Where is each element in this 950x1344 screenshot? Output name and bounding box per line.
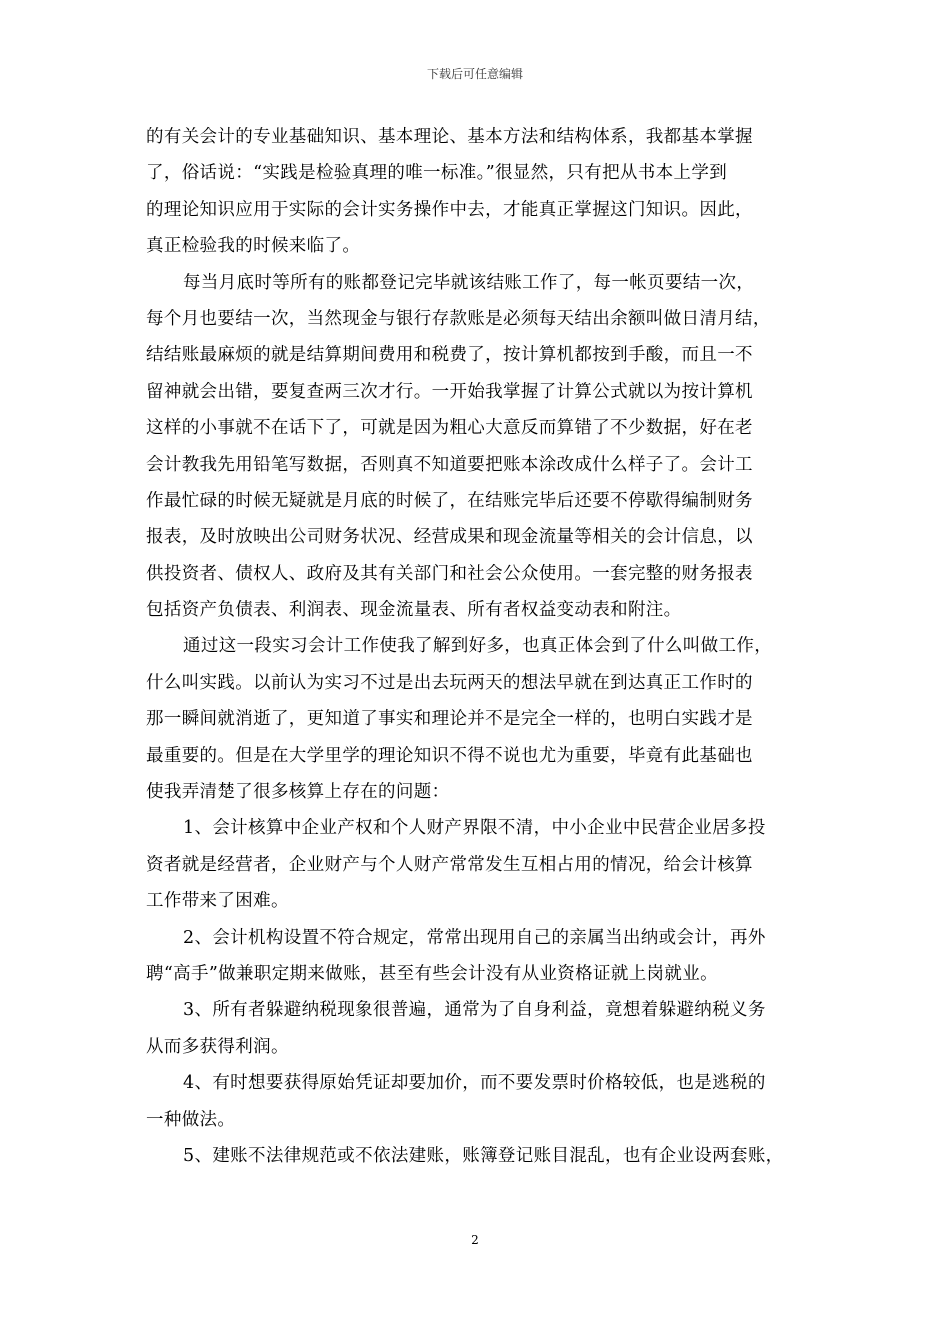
document-body <box>146 119 822 1174</box>
paragraph-line: 会计教我先用铅笔写数据，否则真不知道要把账本涂改成什么样子了。会计工 <box>146 454 753 475</box>
list-item-first-line: 2、会计机构设置不符合规定，常常出现用自己的亲属当出纳或会计，再外 <box>183 927 766 948</box>
list-item-first-line: 1、会计核算中企业产权和个人财产界限不清，中小企业中民营企业居多投 <box>183 818 766 839</box>
paragraph-line: 这样的小事就不在话下了，可就是因为粗心大意反而算错了不少数据，好在老 <box>146 418 753 439</box>
list-item-line: 工作带来了困难。 <box>146 891 289 912</box>
paragraph-line: 真正检验我的时候来临了。 <box>146 236 361 257</box>
paragraph-line: 每个月也要结一次，当然现金与银行存款账是必须每天结出余额叫做日清月结， <box>146 308 771 329</box>
paragraph-line: 结结账最麻烦的就是结算期间费用和税费了，按计算机都按到手酸，而且一不 <box>146 345 753 366</box>
paragraph-line: 了，俗话说：“实践是检验真理的唯一标准。”很显然，只有把从书本上学到 <box>146 163 728 184</box>
list-item-line: 聘“高手”做兼职定期来做账，甚至有些会计没有从业资格证就上岗就业。 <box>146 963 718 984</box>
list-item-first-line: 5、建账不法律规范或不依法建账，账簿登记账目混乱，也有企业设两套账， <box>183 1145 784 1166</box>
paragraph-first-line: 每当月底时等所有的账都登记完毕就该结账工作了，每一帐页要结一次， <box>183 272 755 293</box>
paragraph-line: 的理论知识应用于实际的会计实务操作中去，才能真正掌握这门知识。因此， <box>146 199 753 220</box>
list-item-line: 资者就是经营者，企业财产与个人财产常常发生互相占用的情况，给会计核算 <box>146 854 753 875</box>
list-item-first-line: 3、所有者躲避纳税现象很普遍，通常为了自身利益，竟想着躲避纳税义务 <box>183 1000 766 1021</box>
paragraph-line: 最重要的。但是在大学里学的理论知识不得不说也尤为重要，毕竟有此基础也 <box>146 745 753 766</box>
paragraph-line: 什么叫实践。以前认为实习不过是出去玩两天的想法早就在到达真正工作时的 <box>146 672 753 693</box>
paragraph-line: 供投资者、债权人、政府及其有关部门和社会公众使用。一套完整的财务报表 <box>146 563 753 584</box>
list-item-line: 从而多获得利润。 <box>146 1036 289 1057</box>
paragraph-line: 作最忙碌的时候无疑就是月底的时候了，在结账完毕后还要不停歇得编制财务 <box>146 490 753 511</box>
paragraph-line: 使我弄清楚了很多核算上存在的问题： <box>146 782 450 803</box>
paragraph-first-line: 通过这一段实习会计工作使我了解到好多，也真正体会到了什么叫做工作， <box>183 636 773 657</box>
page-header: 下载后可任意编辑 <box>426 67 523 81</box>
paragraph-line: 那一瞬间就消逝了，更知道了事实和理论并不是完全一样的，也明白实践才是 <box>146 709 753 730</box>
list-item-first-line: 4、有时想要获得原始凭证却要加价，而不要发票时价格较低，也是逃税的 <box>183 1073 766 1094</box>
paragraph-line: 包括资产负债表、利润表、现金流量表、所有者权益变动表和附注。 <box>146 600 682 621</box>
list-item-line: 一种做法。 <box>146 1109 236 1130</box>
paragraph-line: 留神就会出错，要复查两三次才行。一开始我掌握了计算公式就以为按计算机 <box>146 381 753 402</box>
paragraph-line: 的有关会计的专业基础知识、基本理论、基本方法和结构体系，我都基本掌握 <box>146 127 753 147</box>
paragraph-line: 报表，及时放映出公司财务状况、经营成果和现金流量等相关的会计信息，以 <box>146 527 753 548</box>
page-number: 2 <box>471 1233 479 1247</box>
